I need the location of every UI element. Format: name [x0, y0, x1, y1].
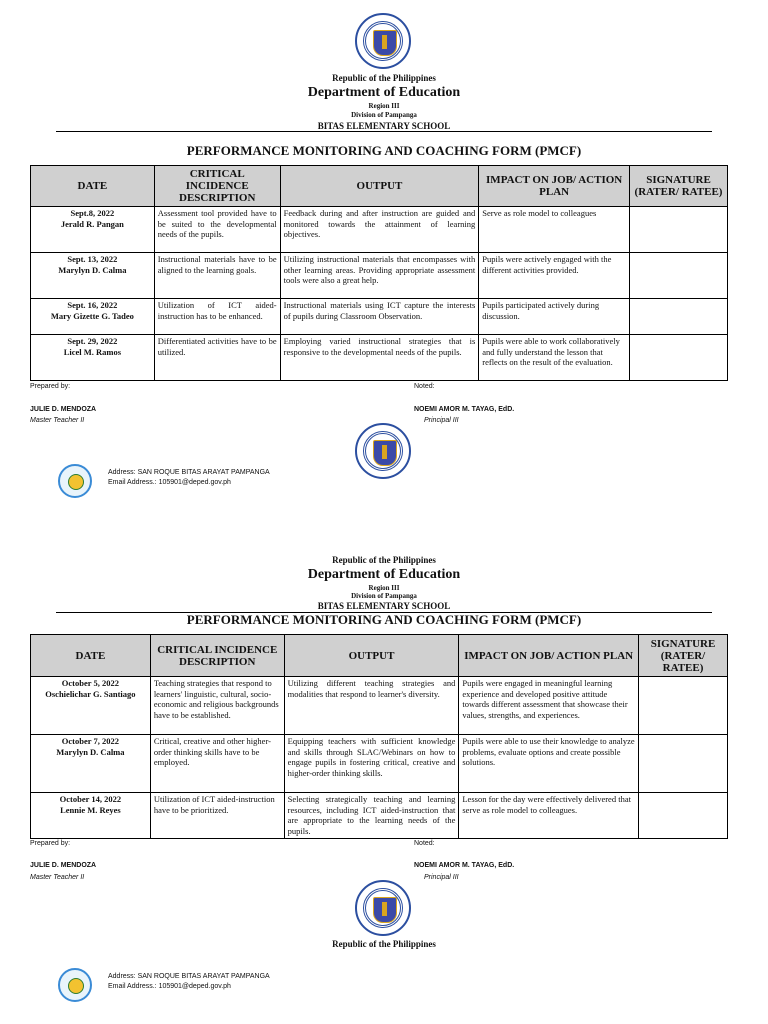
row-signature-cell [630, 299, 728, 335]
row-output: Utilizing different teaching strategies and modalities that respond to learner's diversity. [284, 677, 459, 735]
prepared-by-label: Prepared by: [30, 840, 71, 847]
row-output: Employing varied instructional strategies that is responsive to the developmental needs of the pupils. [280, 335, 479, 381]
row-output: Selecting strategically teaching and learning resources, including ICT aided-instruction that are appropriate to the learning needs of the pupils. [284, 793, 459, 839]
row-teacher-name: Licel M. Ramos [63, 346, 122, 357]
row-date: Sept. 29, 2022 [67, 336, 118, 346]
header-output: OUTPUT [284, 635, 459, 677]
school-logo-icon [58, 464, 92, 498]
row-incidence: Teaching strategies that respond to learners' linguistic, cultural, socio-economic and religious backgrounds have to be established. [150, 677, 284, 735]
header-signature: SIGNATURE (RATER/ RATEE) [630, 166, 728, 207]
department-heading: Department of Education [307, 567, 461, 582]
school-email: Email Address.: 105901@deped.gov.ph [108, 479, 231, 486]
republic-heading: Republic of the Philippines [332, 939, 436, 949]
deped-seal-icon [355, 423, 411, 479]
row-signature-cell [630, 253, 728, 299]
preparer-name: JULIE D. MENDOZA [30, 862, 97, 869]
preparer-name: JULIE D. MENDOZA [30, 406, 97, 413]
row-date: Sept. 13, 2022 [67, 254, 118, 264]
header-date: DATE [31, 166, 155, 207]
row-impact: Pupils participated actively during discussion. [479, 299, 630, 335]
noted-label: Noted: [414, 840, 435, 847]
row-signature-cell [630, 335, 728, 381]
row-date: October 5, 2022 [61, 678, 120, 688]
row-output: Feedback during and after instruction are guided and monitored towards the attainment of learning objectives. [280, 207, 479, 253]
school-email: Email Address.: 105901@deped.gov.ph [108, 983, 231, 990]
division-label: Division of Pampanga [351, 111, 417, 119]
noted-label: Noted: [414, 383, 435, 390]
table-row [31, 253, 728, 299]
row-incidence: Utilization of ICT aided-instruction have to be prioritized. [150, 793, 284, 839]
row-signature-cell [639, 793, 728, 839]
form-title: PERFORMANCE MONITORING AND COACHING FORM (PMCF) [186, 143, 582, 158]
table-row [31, 335, 728, 381]
row-incidence: Assessment tool provided have to be suited to the developmental needs of the pupils. [154, 207, 280, 253]
row-output: Equipping teachers with sufficient knowledge and skills through SLAC/Webinars on how to engage pupils in fostering critical, creative and higher-order thinking skills. [284, 735, 459, 793]
row-date: Sept. 16, 2022 [67, 300, 118, 310]
row-impact: Pupils were able to use their knowledge to analyze problems, evaluate options and create possible solutions. [459, 735, 639, 793]
header-incidence: CRITICAL INCIDENCE DESCRIPTION [150, 635, 284, 677]
header-impact: IMPACT ON JOB/ ACTION PLAN [459, 635, 639, 677]
form-title: PERFORMANCE MONITORING AND COACHING FORM (PMCF) [186, 612, 582, 627]
pmcf-table-2 [30, 634, 728, 839]
row-teacher-name: Oschielichar G. Santiago [45, 688, 136, 699]
row-incidence: Differentiated activities have to be utilized. [154, 335, 280, 381]
table-row [31, 735, 728, 793]
header-divider [56, 131, 712, 132]
table-row [31, 793, 728, 839]
row-signature-cell [630, 207, 728, 253]
header-impact: IMPACT ON JOB/ ACTION PLAN [479, 166, 630, 207]
department-heading: Department of Education [307, 85, 461, 100]
deped-seal-icon [355, 13, 411, 69]
deped-seal-icon [355, 880, 411, 936]
school-logo-icon [58, 968, 92, 1002]
row-output: Instructional materials using ICT capture the interests of pupils during Classroom Observation. [280, 299, 479, 335]
row-teacher-name: Marylyn D. Calma [58, 264, 127, 275]
header-signature: SIGNATURE (RATER/ RATEE) [639, 635, 728, 677]
noter-title: Principal III [424, 874, 459, 881]
noter-name: NOEMI AMOR M. TAYAG, EdD. [414, 862, 515, 869]
preparer-title: Master Teacher II [30, 417, 85, 424]
table-row [31, 677, 728, 735]
noter-name: NOEMI AMOR M. TAYAG, EdD. [414, 406, 515, 413]
row-incidence: Instructional materials have to be aligned to the learning goals. [154, 253, 280, 299]
division-label: Division of Pampanga [351, 592, 417, 600]
row-impact: Lesson for the day were effectively delivered that serve as role model to colleagues. [459, 793, 639, 839]
row-impact: Pupils were engaged in meaningful learning experience and developed positive attitude towards different assessment that showcase their values, strengths, and experiences. [459, 677, 639, 735]
row-impact: Pupils were actively engaged with the different activities provided. [479, 253, 630, 299]
table-row [31, 299, 728, 335]
row-date: October 14, 2022 [59, 794, 122, 804]
row-teacher-name: Jerald R. Pangan [60, 218, 124, 229]
school-name: BITAS ELEMENTARY SCHOOL [317, 601, 451, 611]
republic-heading: Republic of the Philippines [332, 73, 436, 83]
region-label: Region III [368, 102, 400, 110]
pmcf-table-1 [30, 165, 728, 381]
noter-title: Principal III [424, 417, 459, 424]
table-row [31, 207, 728, 253]
row-teacher-name: Mary Gizette G. Tadeo [50, 310, 134, 321]
preparer-title: Master Teacher II [30, 874, 85, 881]
row-impact: Pupils were able to work collaboratively and fully understand the lesson that reflects on the result of the evaluation. [479, 335, 630, 381]
row-teacher-name: Lennie M. Reyes [60, 804, 121, 815]
header-date: DATE [31, 635, 151, 677]
row-incidence: Critical, creative and other higher-order thinking skills have to be employed. [150, 735, 284, 793]
row-incidence: Utilization of ICT aided-instruction has to be enhanced. [154, 299, 280, 335]
row-impact: Serve as role model to colleagues [479, 207, 630, 253]
republic-heading: Republic of the Philippines [332, 555, 436, 565]
header-output: OUTPUT [280, 166, 479, 207]
row-teacher-name: Marylyn D. Calma [56, 746, 125, 757]
school-address: Address: SAN ROQUE BITAS ARAYAT PAMPANGA [108, 469, 270, 476]
row-signature-cell [639, 677, 728, 735]
row-date: Sept.8, 2022 [70, 208, 115, 218]
row-date: October 7, 2022 [61, 736, 120, 746]
region-label: Region III [368, 584, 400, 592]
school-address: Address: SAN ROQUE BITAS ARAYAT PAMPANGA [108, 973, 270, 980]
row-signature-cell [639, 735, 728, 793]
row-output: Utilizing instructional materials that encompasses with other learning areas. Providing appropriate assessment tools were also a great help. [280, 253, 479, 299]
header-incidence: CRITICAL INCIDENCE DESCRIPTION [154, 166, 280, 207]
school-name: BITAS ELEMENTARY SCHOOL [317, 121, 451, 131]
prepared-by-label: Prepared by: [30, 383, 71, 390]
